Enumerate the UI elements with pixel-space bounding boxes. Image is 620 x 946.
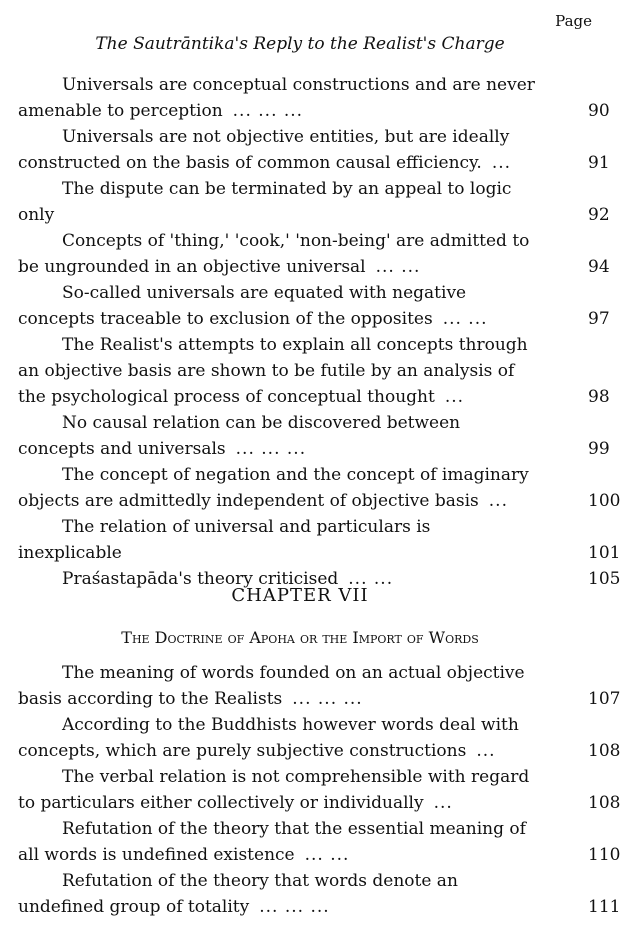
toc-entry-text: Concepts of 'thing,' 'cook,' 'non-being' are admitted to be ungrounded in an objective universal (18, 231, 530, 277)
toc-entry-page-number: 98 (588, 387, 610, 407)
section-heading-apoha: The Doctrine of Apoha or the Import of Words (121, 628, 479, 647)
toc-entry-text: The dispute can be terminated by an appeal to logic only (18, 179, 512, 225)
toc-entry-text: The relation of universal and particulars is inexplicable (18, 517, 431, 563)
section-heading-sautrantika: The Sautrāntika's Reply to the Realist's Charge (95, 34, 505, 54)
toc-entry-text: Refutation of the theory that words denote an undefined group of totality (18, 871, 458, 917)
toc-entry (18, 176, 610, 228)
toc-entry-leader-dots: ... (491, 153, 512, 173)
toc-entry-page-number: 111 (588, 897, 620, 917)
toc-entry-text: So-called universals are equated with negative concepts traceable to exclusion of the opposites (18, 283, 467, 329)
toc-entry (18, 280, 610, 332)
toc-entry-page-number: 92 (588, 205, 610, 225)
toc-entry-text: Praśastapāda's theory criticised (62, 569, 339, 589)
toc-entry-leader-dots: ... (488, 491, 508, 511)
toc-entry (18, 514, 620, 566)
toc-entry-page-number: 97 (588, 309, 610, 329)
toc-entry-leader-dots: ... (476, 741, 496, 761)
toc-entry (18, 660, 620, 712)
toc-entry-text: No causal relation can be discovered between concepts and universals (18, 413, 461, 459)
toc-entry-leader-dots: ... ... ... (292, 689, 363, 709)
toc-entry-leader-dots: ... ... (442, 309, 488, 329)
toc-entry-leader-dots: ... (433, 793, 453, 813)
toc-entry-leader-dots: ... ... (375, 257, 421, 277)
toc-entry (18, 712, 620, 764)
toc-entry-leader-dots: ... ... ... (235, 439, 307, 459)
toc-entry (18, 868, 620, 920)
toc-entry-text: The concept of negation and the concept of imaginary objects are admittedly independent of objective basis (18, 465, 529, 511)
toc-entry (18, 410, 610, 462)
toc-entry-text: According to the Buddhists however words deal with concepts, which are purely subjective constructions (18, 715, 519, 761)
toc-entry (18, 764, 620, 816)
toc-entry-page-number: 110 (588, 845, 620, 865)
toc-entry-page-number: 105 (588, 569, 620, 589)
toc-entry-page-number: 101 (588, 543, 620, 563)
chapter-title: CHAPTER VII (231, 585, 369, 606)
toc-entry-page-number: 108 (588, 741, 620, 761)
toc-entry (18, 72, 610, 124)
toc-entry-page-number: 91 (588, 153, 610, 173)
toc-entry-leader-dots: ... ... ... (232, 101, 304, 121)
toc-entry (18, 816, 620, 868)
toc-entry-text: The verbal relation is not comprehensible with regard to particulars either collectively or individually (18, 767, 530, 813)
toc-entry-text: Universals are not objective entities, but are ideally constructed on the basis of common causal efficiency. (18, 127, 510, 173)
toc-entry-page-number: 90 (588, 101, 610, 121)
toc-entry-leader-dots: ... ... (304, 845, 350, 865)
toc-entry-page-number: 107 (588, 689, 620, 709)
toc-entry-leader-dots: ... (444, 387, 465, 407)
toc-entry-text: The Realist's attempts to explain all concepts through an objective basis are shown to be futile by an analysis of the psychological process of conceptual thought (18, 335, 528, 407)
toc-entry-page-number: 99 (588, 439, 610, 459)
toc-entry-leader-dots: ... ... ... (259, 897, 330, 917)
toc-entry (18, 332, 610, 410)
toc-entry (18, 228, 610, 280)
toc-entry-leader-dots: ... ... (348, 569, 394, 589)
toc-entry (18, 124, 610, 176)
toc-entry-text: Universals are conceptual constructions and are never amenable to perception (18, 75, 535, 121)
toc-entry-page-number: 100 (588, 491, 620, 511)
toc-entry-text: The meaning of words founded on an actual objective basis according to the Realists (18, 663, 525, 709)
toc-entry-page-number: 108 (588, 793, 620, 813)
toc-entry-text: Refutation of the theory that the essential meaning of all words is undefined existence (18, 819, 526, 865)
page-column-label: Page (555, 12, 592, 30)
toc-entry-page-number: 94 (588, 257, 610, 277)
toc-entry (18, 462, 620, 514)
toc-list-section2 (18, 660, 620, 920)
toc-list-section1 (18, 72, 620, 592)
